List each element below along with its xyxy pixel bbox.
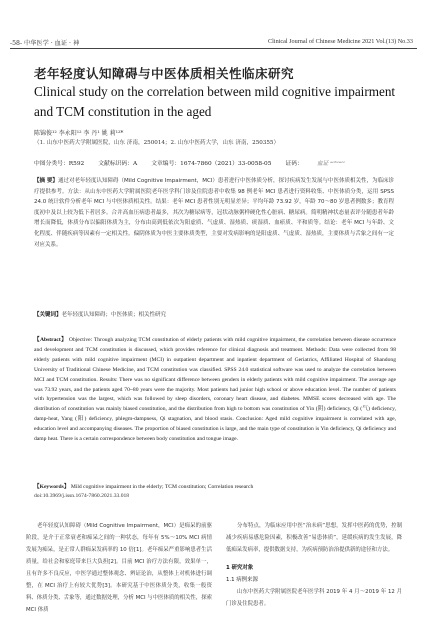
clc-number: 中图分类号：R592 bbox=[34, 161, 85, 167]
keywords-chinese bbox=[34, 310, 394, 318]
page-header bbox=[0, 0, 427, 52]
body-right-paragraph: 分布特点，为临床应用中医“治未病”思想，发挥中医药的优势，控制减少疾病易感危险因素，积极改善“易患体质”，延缓疾病的发生发展，降低痴呆发病率，提供数据支持，为疾病预防治治提供新的途径和方法。 bbox=[226, 523, 402, 553]
article-number: 文章编号：1674-7860（2021）33-0058-05 bbox=[151, 161, 272, 167]
keywords-en-label: 【Keywords】 bbox=[34, 484, 70, 490]
keywords-en-text: Mild cognitive impairment in the elderly; TCM constitution; Correlation research bbox=[70, 484, 254, 490]
section-heading-1: 1 研究对象 bbox=[226, 565, 254, 571]
section-heading-1-1: 1.1 病例来源 bbox=[226, 577, 258, 583]
abstract-cn-label: 【摘 要】 bbox=[34, 178, 58, 184]
body-column-left: 老年轻度认知障碍（Mild Cognitive Impairment，MCI）是痴呆的前驱阶段，是介于正常衰老和痴呆之间的一种状态，每年有 5%～10% MCI 病情发展为痴呆，是正常人群痴呆发病率的 10 倍[1]。老年痴呆严重影响患者生活质量，给社会和家庭带来巨大负担[2]。目前 MCI 治疗方法有限，效果单一，且有许多不良反应，中医学通过整体观念、辨证论治，从整体上对机体进行调整，在 MCI 治疗上有较大优势[3]。本研究基于中医体质分类，收集一般资料、体质分类、舌象等，通过数据处理，分析 MCI 与中医体质的相关性，探索 MCI 体质 bbox=[26, 523, 212, 613]
doi-line: doi:10.3969/j.issn.1674-7860.2021.33.018 bbox=[34, 493, 130, 499]
journal-brand-mark: 血证 ᵉᶜᵇᶜᵉᶜᶜ bbox=[316, 161, 346, 167]
article-meta bbox=[34, 158, 394, 167]
abstract-english bbox=[34, 336, 396, 445]
abstract-cn-text: 通过对老年轻度认知障碍（Mild Cognitive Impairment，MCI）患者进行中医体质分析，探讨疾病发生发展与中医体质相关性，为临床诊疗提供参考。方法：从山东中医药大学附属医院老年医学科门诊及住院患者中收集 98 例老年 MCI 患者进行资料收集、中医体质分类，运用 SPSS 24.0 统计软件分析老年 MCI 与中医体质相关性。结果：老年 MCI 患者性别无明显差异；平均年龄 73.92 岁，年龄 70～80 岁患者例数多；教育程度初中及以上较为低下者居多。合并高血压病患者最多，其次为糖尿病等，冠状动脉粥样硬化性心脏病、糖尿病。简明精神状态量表评分随患者年龄增长而降低，体质分布以偏阳体质为主，分布由高到低依次为阳虚质、气虚质、湿热质、痰湿质、血瘀质、平和质等。结论：老年 MCI 与年龄、文化程度、伴随疾病等因素有一定相关性。偏阴体质为中医主要体质类型，主要对发病影响的是阳虚质、气虚质、湿热质，主要体质与舌象之间有一定对应关系。 bbox=[34, 178, 395, 248]
certificate-code: 证码： bbox=[285, 161, 303, 167]
title-chinese: 老年轻度认知障碍与中医体质相关性临床研究 bbox=[34, 66, 295, 81]
title-english: Clinical study on the correlation between mild cognitive impairment and TCM constitution in the aged bbox=[34, 84, 396, 119]
page-number-journal-cn: -58- 中华医学 · 血证 · 神 bbox=[10, 40, 80, 47]
header-rule bbox=[10, 48, 417, 49]
journal-name-en: Clinical Journal of Chinese Medicine 2021 Vol.(13) No.33 bbox=[268, 38, 413, 45]
abstract-en-label: 【Abstract】 bbox=[34, 337, 68, 343]
affiliation: （1. 山东中医药大学附属医院，山东 济南，250014；2. 山东中医药大学，山东 济南，250355） bbox=[34, 140, 280, 146]
document-code: 文献标识码：A bbox=[98, 161, 138, 167]
keywords-cn-label: 【关键词】 bbox=[34, 312, 62, 318]
abstract-chinese bbox=[34, 176, 394, 250]
keywords-cn-text: 老年轻度认知障碍；中医体质；相关性研究 bbox=[61, 312, 167, 318]
keywords-english bbox=[34, 482, 396, 490]
body-column-right bbox=[226, 520, 402, 610]
abstract-en-text: Objective: Through analyzing TCM constitution of elderly patients with mild cognitive impairment, the correlation between disease occurrence and development and TCM constitution is discussed, which provides reference for clinical diagnosis and treatment. Methods: Data were collected from 98 elderly patients with mild cognitive impairment (MCI) in outpatient department and inpatient department of Geriatrics, Affiliated Hospital of Shandong University of Traditional Chinese Medicine, and TCM constitution was classified. SPSS 24.0 statistical software was used to analyze the correlation between MCI and TCM constitution. Results: There was no significant difference between genders in elderly patients with mild cognitive impairment. The average age was 73.92 years, and the patients aged 70~80 years were the majority. Most patients had junior high school or above education level. The number of patients with hypertension was the largest, which was followed by sleep disorders, coronary heart disease, and diabetes. MMSE scores decreased with age. The distribution of constitution was mainly biased constitution, and the distribution from high to bottom was constitution of Yin (阴) deficiency, Qi (气) deficiency, damp-heat, Yang (阳) deficiency, phlegm-dampness, Qi stagnation, and blood stasis. Conclusion: Aged mild cognitive impairment is correlated with age, education level and accompanying diseases. The proportion of biased constitution is large, and the main type of constitution is Yin deficiency, Qi deficiency and damp heat. There is a certain correspondence between body constitution and tongue image. bbox=[34, 337, 397, 443]
author-list: 陈锦俊¹² 李永阳¹² 李 丹¹ 姚 莉¹²* bbox=[34, 130, 124, 137]
body-right-paragraph-2: 山东中医药大学附属医院老年医学科 2019 年 4 月～2019 年 12 月门诊及住院患者。 bbox=[226, 589, 402, 607]
